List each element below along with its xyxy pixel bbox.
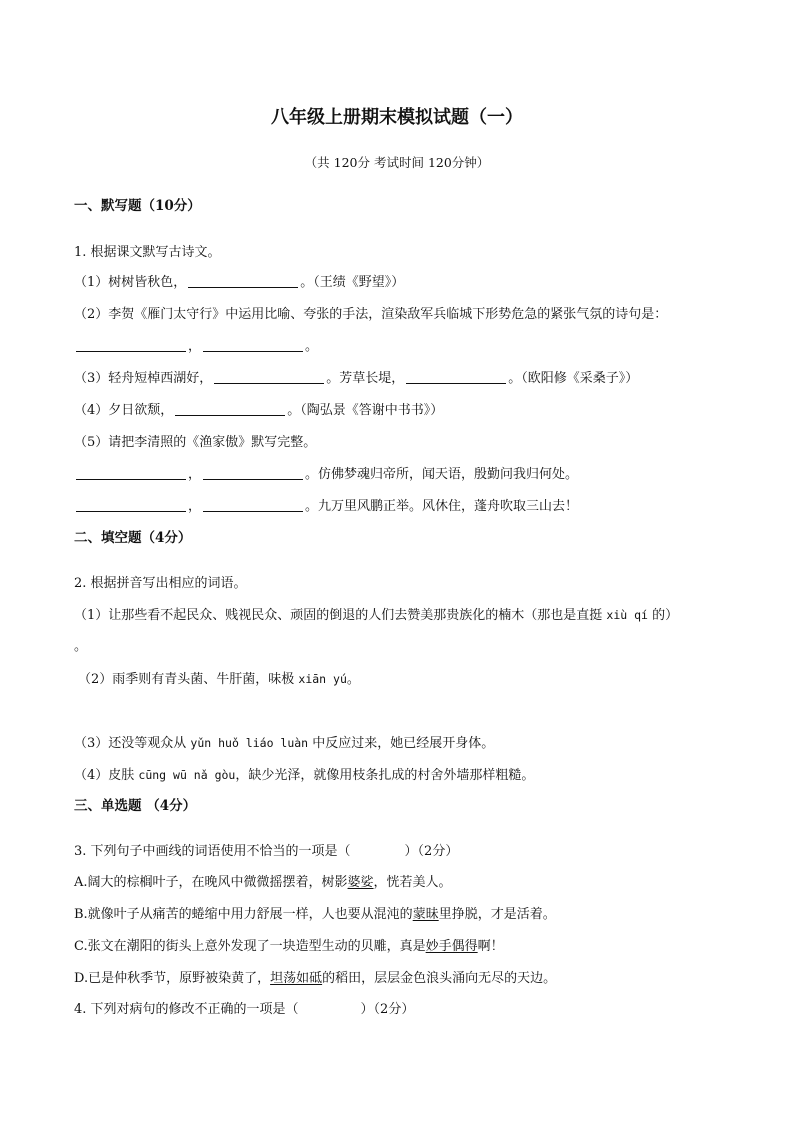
question-3-text: 3. 下列句子中画线的词语使用不恰当的一项是（ — [74, 844, 351, 859]
q2-item-4-text: （4）皮肤 — [74, 768, 139, 783]
pinyin: xiù qí — [606, 608, 648, 622]
q1-item-5: （5）请把李清照的《渔家傲》默写完整。 — [74, 435, 317, 450]
underlined-word: 坦荡如砥 — [270, 971, 323, 986]
q1-item-2-blanks — [74, 338, 318, 356]
q2-item-1 — [74, 606, 678, 625]
option-d — [74, 970, 556, 988]
question-4-score: ）（2分） — [360, 1002, 415, 1017]
answer-blank[interactable] — [175, 402, 285, 416]
pinyin: xiān yú — [298, 672, 347, 686]
section-heading-dictation: 一、默写题（10分） — [74, 198, 201, 214]
option-c — [74, 938, 504, 956]
question-1-stem: 1. 根据课文默写古诗文。 — [74, 245, 221, 260]
section-heading-single-choice: 三、单选题 （4分） — [74, 798, 197, 814]
q2-item-2-text: （2）雨季则有青头菌、牛肝菌，味极 — [78, 672, 299, 687]
q1-item-5-line-2 — [74, 498, 578, 516]
q1-item-3 — [74, 370, 638, 388]
q1-item-5-line-1 — [74, 466, 578, 484]
answer-blank[interactable] — [76, 338, 186, 352]
q1-item-2: （2）李贺《雁门太守行》中运用比喻、夸张的手法，渲染敌军兵临城下形势危急的紧张气氛的诗句是： — [74, 307, 668, 322]
option-c-end: 啊！ — [477, 939, 504, 954]
question-4-text: 4. 下列对病句的修改不正确的一项是（ — [74, 1002, 299, 1017]
q2-item-3-end: 中反应过来，她已经展开身体。 — [308, 736, 495, 751]
q1-item-5-line-1-text: 。仿佛梦魂归帝所，闻天语，殷勤问我归何处。 — [305, 467, 579, 482]
q1-item-2-end: 。 — [305, 339, 319, 354]
answer-blank[interactable] — [188, 274, 298, 288]
answer-blank[interactable] — [203, 466, 303, 480]
q2-item-1-end: 的） — [647, 608, 679, 623]
question-3-stem — [74, 843, 458, 861]
q2-item-1-cont: 。 — [74, 639, 88, 654]
question-3-score: ）（2分） — [404, 844, 459, 859]
question-4-stem — [74, 1001, 414, 1019]
option-b-end: 里挣脱，才是活着。 — [438, 907, 556, 922]
answer-blank[interactable] — [203, 498, 303, 512]
q1-item-4-source: 。（陶弘景《答谢中书书》） — [287, 403, 444, 418]
exam-info: （共 120分 考试时间 120分钟） — [304, 155, 490, 170]
option-c-text: C.张文在潮阳的街头上意外发现了一块造型生动的贝雕，真是 — [74, 939, 426, 954]
q2-item-2 — [78, 670, 360, 689]
q1-item-4 — [74, 402, 443, 420]
q1-item-5-comma: ， — [188, 467, 202, 482]
pinyin: yǔn huǒ liáo luàn — [190, 736, 309, 750]
option-a-text: A.阔大的棕榈叶子，在晚风中微微摇摆着，树影 — [74, 875, 348, 890]
option-a-end: ，恍若美人。 — [373, 875, 452, 890]
q1-item-1-source: 。（王绩《野望》） — [300, 275, 405, 290]
q1-item-1 — [74, 274, 404, 292]
answer-blank[interactable] — [406, 370, 506, 384]
answer-blank[interactable] — [76, 466, 186, 480]
underlined-word: 蒙昧 — [412, 907, 439, 922]
q2-item-4 — [74, 766, 534, 785]
q1-item-1-text: （1）树树皆秋色， — [74, 275, 187, 290]
option-d-text: D.已是仲秋季节，原野被染黄了， — [74, 971, 271, 986]
q2-item-3 — [74, 734, 494, 753]
q2-item-3-text: （3）还没等观众从 — [74, 736, 191, 751]
section-heading-fill-in: 二、填空题（4分） — [74, 530, 192, 546]
q2-item-2-end: 。 — [346, 672, 360, 687]
q1-item-3-mid: 。芳草长堤， — [326, 371, 405, 386]
q1-item-2-comma: ， — [188, 339, 202, 354]
pinyin: cūng wū nǎ gòu — [138, 768, 236, 782]
question-2-stem: 2. 根据拼音写出相应的词语。 — [74, 576, 247, 591]
underlined-word: 婆娑 — [347, 875, 374, 890]
page-title: 八年级上册期末模拟试题（一） — [271, 107, 523, 128]
option-b-text: B.就像叶子从痛苦的蜷缩中用力舒展一样，人也要从混沌的 — [74, 907, 413, 922]
q2-item-1-text: （1）让那些看不起民众、贱视民众、顽固的倒退的人们去赞美那贵族化的楠木（那也是直挺 — [74, 608, 607, 623]
answer-blank[interactable] — [76, 498, 186, 512]
q2-item-4-end: ，缺少光泽，就像用枝条扎成的村舍外墙那样粗糙。 — [235, 768, 535, 783]
answer-blank[interactable] — [214, 370, 324, 384]
q1-item-5-comma: ， — [188, 499, 202, 514]
q1-item-3-text: （3）轻舟短棹西湖好， — [74, 371, 213, 386]
option-d-end: 的稻田，层层金色浪头涌向无尽的天边。 — [322, 971, 557, 986]
option-b — [74, 906, 556, 924]
option-a — [74, 874, 452, 892]
q1-item-3-source: 。（欧阳修《采桑子》） — [508, 371, 639, 386]
q1-item-5-line-2-text: 。九万里风鹏正举。风休住，蓬舟吹取三山去！ — [305, 499, 579, 514]
answer-blank[interactable] — [203, 338, 303, 352]
q1-item-4-text: （4）夕日欲颓， — [74, 403, 174, 418]
underlined-word: 妙手偶得 — [425, 939, 478, 954]
